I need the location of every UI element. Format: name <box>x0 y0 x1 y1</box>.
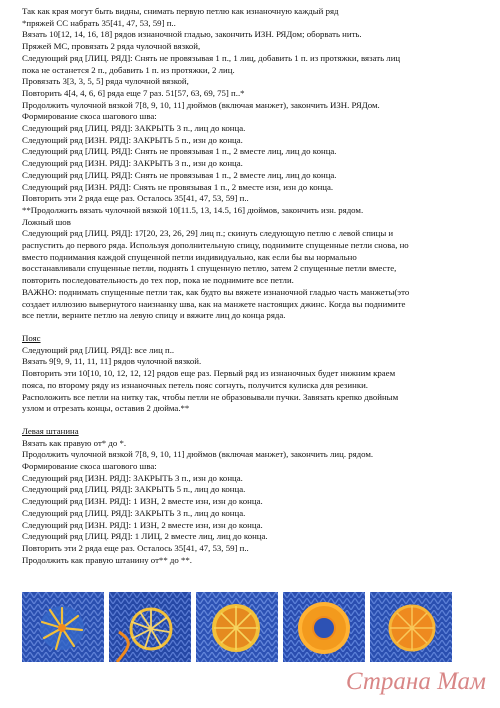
instruction-line: Повторить эти 2 ряда еще раз. Осталось 35[41, 47, 53, 59] п.. <box>22 193 249 204</box>
instruction-line: **Продолжить вязать чулочной вязкой 10[11.5, 13, 14.5, 16] дюймов, закончить изн. рядом. <box>22 204 364 215</box>
belt-instruction-line: Расположить все петли на нитку так, чтобы петли не образовывали пучки. Завязать крепко двойным <box>22 391 399 402</box>
instruction-line: Продолжить чулочной вязкой 7[8, 9, 10, 11] дюймов (включая манжет), закончить ИЗН. РЯДом. <box>22 99 380 110</box>
instruction-line: вместо поднимания каждой спущенной петли индивидуально, как если бы вы нормально <box>22 251 357 262</box>
instructions-left-leg <box>22 438 492 567</box>
instruction-line: Следующий ряд [ЛИЦ. РЯД]: ЗАКРЫТЬ 3 п., лиц до конца. <box>22 123 246 134</box>
instructions-main <box>22 6 492 322</box>
instruction-line: Следующий ряд [ИЗН. РЯД]: ЗАКРЫТЬ 5 п., изн до конца. <box>22 134 243 145</box>
left-leg-instruction-line: Продолжить как правую штанину от** до **. <box>22 554 192 565</box>
belt-instruction-line: пояса, по второму ряду из изнаночных петель пояс согнуть, получится кулиска для резинки. <box>22 379 369 390</box>
document-body <box>22 6 492 566</box>
instruction-line: ВАЖНО: поднимать спущенные петли так, как будто вы вяжете изнаночной гладью часть манжеты(это <box>22 286 410 297</box>
belt-instruction-line: Вязать 9[9, 9, 11, 11, 11] рядов чулочной вязкой. <box>22 356 202 367</box>
left-leg-instruction-line: Следующий ряд [ИЗН. РЯД]: ЗАКРЫТЬ 3 п., изн до конца. <box>22 472 243 483</box>
instruction-line: Пряжей МС, провязать 2 ряда чулочной вязкой, <box>22 41 201 52</box>
left-leg-instruction-line: Продолжить чулочной вязкой 7[8, 9, 10, 11] дюймов (включая манжет), закончить лиц. рядом. <box>22 449 374 460</box>
instruction-line: Повторить 4[4, 4, 6, 6] ряда еще 7 раз. 51[57, 63, 69, 75] п..* <box>22 87 245 98</box>
left-leg-instruction-line: Следующий ряд [ЛИЦ. РЯД]: ЗАКРЫТЬ 5 п., лиц до конца. <box>22 484 246 495</box>
instruction-line: все петли, верните петлю на левую спицу и вяжите лиц до конца ряда. <box>22 310 286 321</box>
instruction-line: пока не останется 2 п., добавить 1 п. из протяжки, 2 лиц. <box>22 64 235 75</box>
section-heading-belt: Пояс <box>22 332 41 343</box>
instruction-line: Вязать 10[12, 14, 16, 18] рядов изнаночной гладью, закончить ИЗН. РЯДом; оборвать нить. <box>22 29 362 40</box>
knitting-photo-5 <box>370 592 452 662</box>
left-leg-instruction-line: Следующий ряд [ИЗН. РЯД]: 1 ИЗН, 2 вместе изн, изн до конца. <box>22 496 263 507</box>
knitting-photo-1 <box>22 592 104 662</box>
section-heading-left-leg: Левая штанина <box>22 425 79 436</box>
left-leg-instruction-line: Следующий ряд [ЛИЦ. РЯД]: 1 ЛИЦ, 2 вместе лиц, лиц до конца. <box>22 531 268 542</box>
instruction-line: создает иллюзию вывернутого наизнанку шва, как на манжете настоящих джинс. Когда вы поднимите <box>22 298 406 309</box>
watermark-logo: Страна Мам <box>345 668 486 695</box>
belt-instruction-line: узлом и отрезать концы, оставив 2 дюйма.** <box>22 403 190 414</box>
photo-strip <box>22 592 460 662</box>
left-leg-instruction-line: Повторить эти 2 ряда еще раз. Осталось 35[41, 47, 53, 59] п.. <box>22 542 249 553</box>
instruction-line: Так как края могут быть видны, снимать первую петлю как изнаночную каждый ряд <box>22 6 339 16</box>
instruction-line: Формирование скоса шагового шва: <box>22 111 157 122</box>
knitting-photo-4 <box>283 592 365 662</box>
left-leg-instruction-line: Формирование скоса шагового шва: <box>22 461 157 472</box>
instruction-line: повторить последовательность до тех пор, пока не поднимите все петли. <box>22 275 294 286</box>
knitting-photo-3 <box>196 592 278 662</box>
instruction-line: *пряжей СС набрать 35[41, 47, 53, 59] п.. <box>22 17 176 28</box>
knitting-photo-2 <box>109 592 191 662</box>
instruction-line: Ложный шов <box>22 216 71 227</box>
belt-instruction-line: Следующий ряд [ЛИЦ. РЯД]: все лиц п.. <box>22 344 175 355</box>
belt-instruction-line: Повторить эти 10[10, 10, 12, 12, 12] рядов еще раз. Первый ряд из изнаночных будет нижним краем <box>22 368 396 379</box>
instruction-line: Следующий ряд [ЛИЦ. РЯД]: Снять не провязывая 1 п., 1 лиц, добавить 1 п. из протяжки, вязать лиц <box>22 52 401 63</box>
left-leg-instruction-line: Вязать как правую от* до *. <box>22 437 127 448</box>
instruction-line: Следующий ряд [ЛИЦ. РЯД]: Снять не провязывая 1 п., 2 вместе лиц, лиц до конца. <box>22 169 337 180</box>
instruction-line: Следующий ряд [ЛИЦ. РЯД]: Снять не провязывая 1 п., 2 вместе лиц, лиц до конца. <box>22 146 337 157</box>
instruction-line: распустить до первого ряда. Используя дополнительную спицу, поднимите спущенные петли снова, но <box>22 240 409 251</box>
instruction-line: Следующий ряд [ИЗН. РЯД]: Снять не провязывая 1 п., 2 вместе изн, изн до конца. <box>22 181 334 192</box>
instructions-belt <box>22 345 492 415</box>
instruction-line: восстанавливали спущенные петли, поднять 1 спущенную петлю, затем 2 спущенные петли вместе, <box>22 263 397 274</box>
left-leg-instruction-line: Следующий ряд [ЛИЦ. РЯД]: ЗАКРЫТЬ 3 п., лиц до конца. <box>22 507 246 518</box>
instruction-line: Следующий ряд [ЛИЦ. РЯД]: 17[20, 23, 26, 29] лиц п.; скинуть следующую петлю с левой спицы и <box>22 228 394 239</box>
instruction-line: Следующий ряд [ИЗН. РЯД]: ЗАКРЫТЬ 3 п., изн до конца. <box>22 158 243 169</box>
left-leg-instruction-line: Следующий ряд [ИЗН. РЯД]: 1 ИЗН, 2 вместе изн, изн до конца. <box>22 519 263 530</box>
instruction-line: Провязать 3[3, 3, 5, 5] ряда чулочной вязкой, <box>22 76 189 87</box>
